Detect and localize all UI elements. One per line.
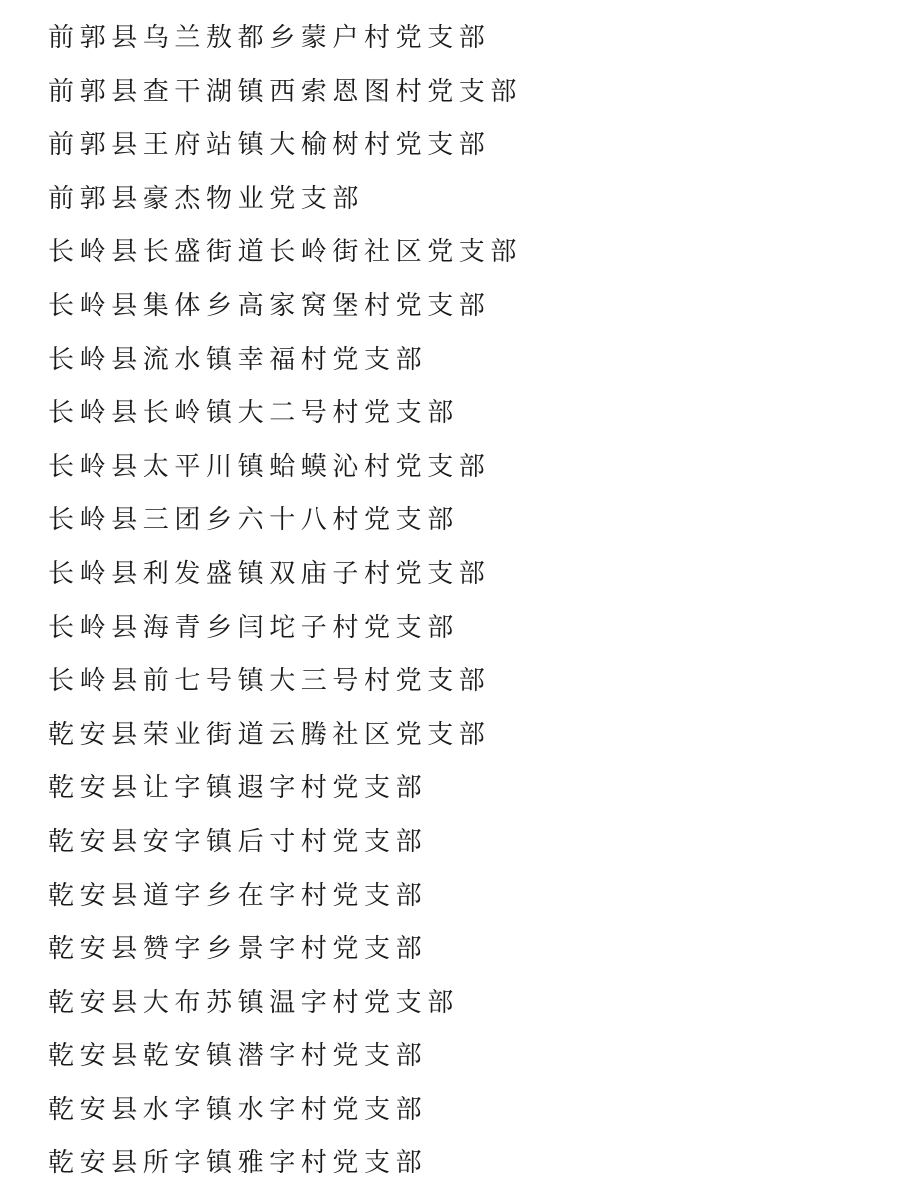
list-item: 长岭县三团乡六十八村党支部 (48, 505, 459, 536)
list-item: 长岭县海青乡闫坨子村党支部 (48, 612, 459, 643)
list-item: 长岭县太平川镇蛤蟆沁村党支部 (48, 451, 491, 482)
list-item: 乾安县乾安镇潜字村党支部 (48, 1041, 428, 1072)
list-item: 前郭县查干湖镇西索恩图村党支部 (48, 76, 523, 107)
list-item: 长岭县长岭镇大二号村党支部 (48, 398, 459, 429)
list-item: 乾安县道字乡在字村党支部 (48, 880, 428, 911)
list-item: 乾安县所字镇雅字村党支部 (48, 1148, 428, 1179)
list-item: 长岭县前七号镇大三号村党支部 (48, 666, 491, 697)
list-item: 乾安县荣业街道云腾社区党支部 (48, 719, 491, 750)
list-item: 长岭县利发盛镇双庙子村党支部 (48, 558, 491, 589)
list-item: 前郭县王府站镇大榆树村党支部 (48, 130, 491, 161)
list-item: 前郭县乌兰敖都乡蒙户村党支部 (48, 23, 491, 53)
party-branch-list (48, 12, 522, 1191)
list-item: 长岭县长盛街道长岭街社区党支部 (48, 237, 523, 268)
list-item: 长岭县集体乡高家窝堡村党支部 (48, 290, 491, 321)
list-item: 乾安县水字镇水字村党支部 (48, 1094, 428, 1125)
list-item: 乾安县让字镇遐字村党支部 (48, 773, 428, 804)
list-item: 乾安县安字镇后寸村党支部 (48, 826, 428, 857)
list-item: 长岭县流水镇幸福村党支部 (48, 344, 428, 375)
list-item: 乾安县赞字乡景字村党支部 (48, 934, 428, 965)
list-item: 前郭县豪杰物业党支部 (48, 183, 365, 214)
list-item: 乾安县大布苏镇温字村党支部 (48, 987, 459, 1018)
